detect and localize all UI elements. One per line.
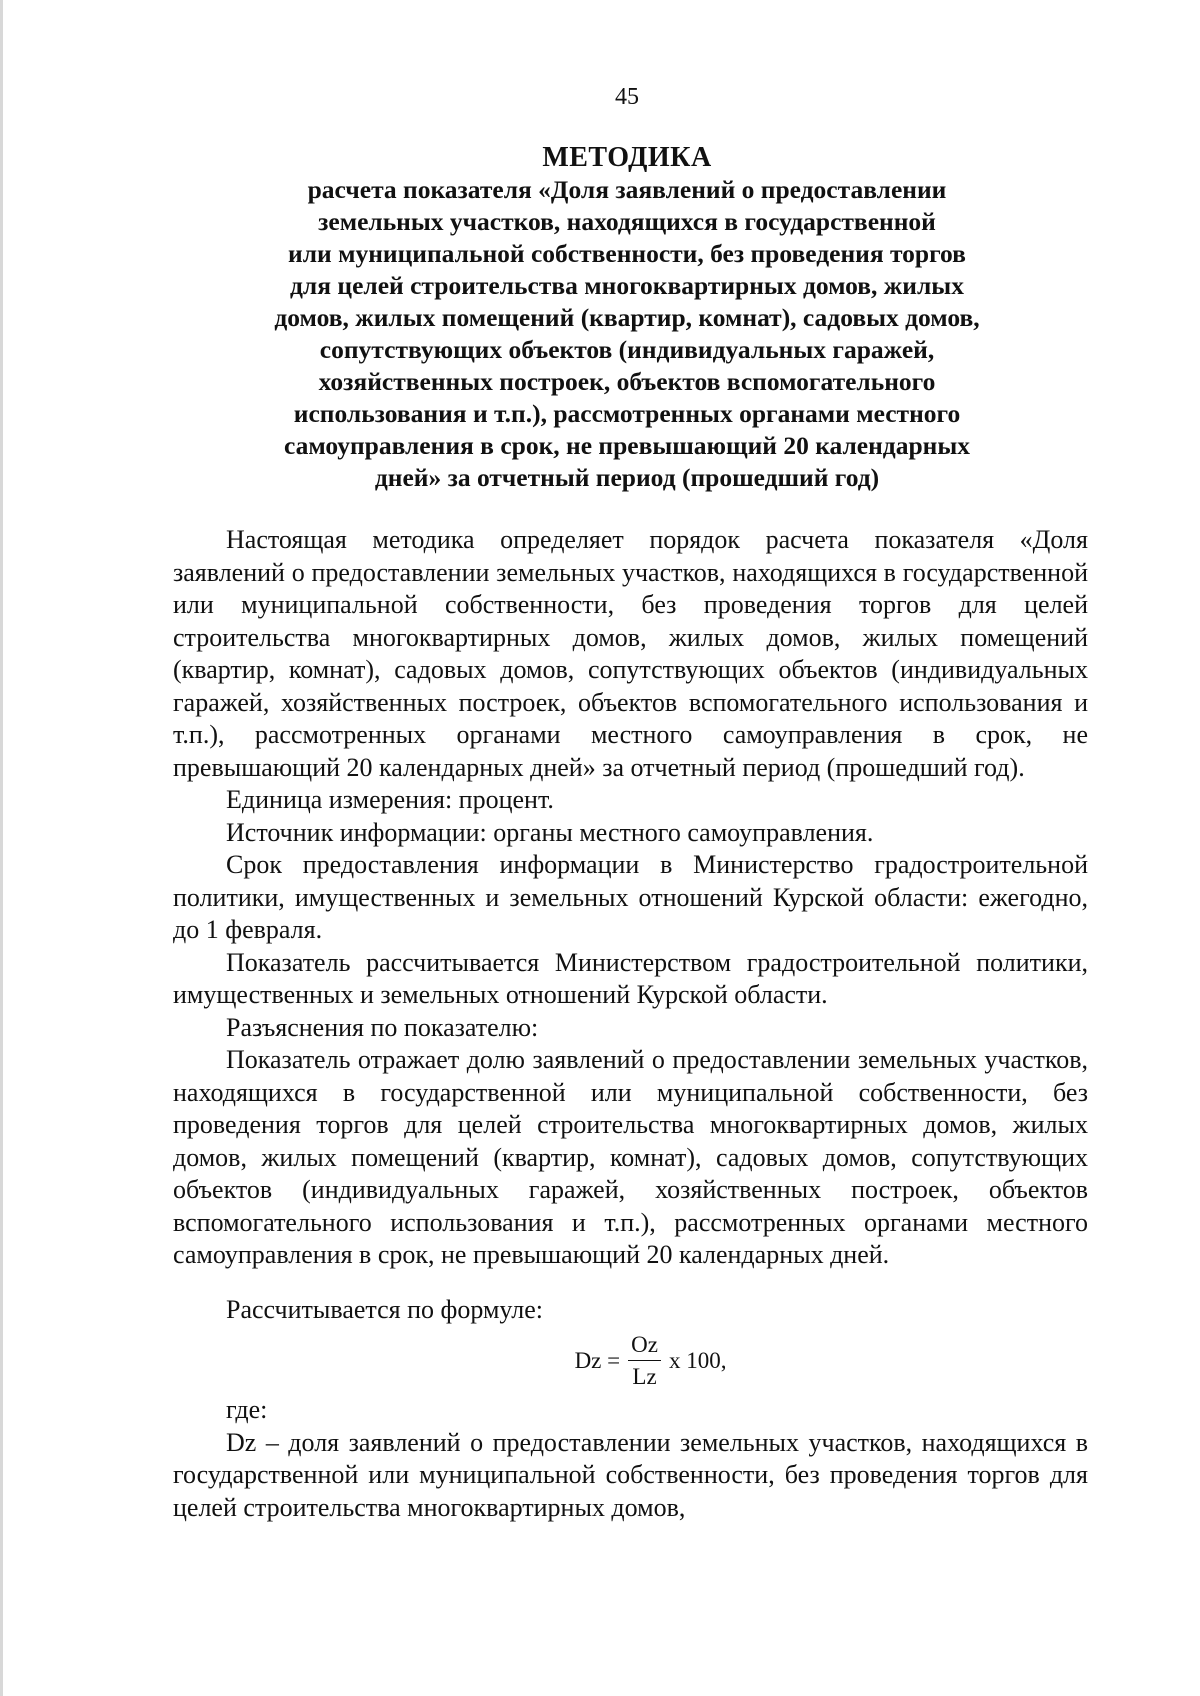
document-title: МЕТОДИКА xyxy=(542,142,712,173)
formula-denominator: Lz xyxy=(632,1364,657,1389)
formula-numerator: Oz xyxy=(628,1332,661,1361)
formula-intro: Рассчитывается по формуле: xyxy=(226,1294,543,1324)
subtitle-line: земельных участков, находящихся в государственной xyxy=(318,207,936,236)
deadline-paragraph: Срок предоставления информации в Министерство градостроительной политики, имущественных и земельных отношений Курской области: ежегодно, до 1 февраля. xyxy=(173,850,1088,944)
subtitle-line: расчета показателя «Доля заявлений о предоставлении xyxy=(307,175,947,204)
formula-fraction xyxy=(628,1332,661,1390)
where-label: где: xyxy=(226,1395,268,1424)
subtitle-line: для целей строительства многоквартирных домов, жилых xyxy=(290,271,964,300)
page-number: 45 xyxy=(615,84,639,110)
subtitle-line: самоуправления в срок, не превышающий 20 календарных xyxy=(284,431,970,460)
intro-paragraph: Настоящая методика определяет порядок расчета показателя «Доля заявлений о предоставлении земельных участков, находящихся в государственной или муниципальной собственности, без проведения торгов для целей строительства многоквартирных домов, жилых домов, жилых помещений (квартир, комнат), садовых домов, сопутствующих объектов (индивидуальных гаражей, хозяйственных построек, объектов вспомогательного использования и т.п.), рассмотренных органами местного самоуправления в срок, не превышающий 20 календарных дней» за отчетный период (прошедший год). xyxy=(173,525,1088,782)
document-body xyxy=(173,524,1088,1524)
formula-lhs: Dz = xyxy=(574,1347,621,1373)
calculated-by-paragraph: Показатель рассчитывается Министерством градостроительной политики, имущественных и земельных отношений Курской области. xyxy=(173,947,1088,1009)
subtitle-line: использования и т.п.), рассмотренных органами местного xyxy=(293,399,961,428)
formula-rhs: х 100, xyxy=(668,1347,727,1373)
explanations-heading: Разъяснения по показателю: xyxy=(226,1012,539,1042)
explanation-paragraph: Показатель отражает долю заявлений о предоставлении земельных участков, находящихся в государственной или муниципальной собственности, без проведения торгов для целей строительства многоквартирных домов, жилых домов, жилых помещений (квартир, комнат), садовых домов, сопутствующих объектов (индивидуальных гаражей, хозяйственных построек, объектов вспомогательного использования и т.п.), рассмотренных органами местного самоуправления в срок, не превышающий 20 календарных дней. xyxy=(173,1045,1088,1269)
subtitle-line: домов, жилых помещений (квартир, комнат), садовых домов, xyxy=(274,303,980,332)
subtitle-line: хозяйственных построек, объектов вспомогательного xyxy=(318,367,936,396)
subtitle-line: дней» за отчетный период (прошедший год) xyxy=(374,463,880,492)
subtitle-line: сопутствующих объектов (индивидуальных гаражей, xyxy=(319,335,935,364)
subtitle-line: или муниципальной собственности, без проведения торгов xyxy=(288,239,966,268)
document-subtitle xyxy=(200,174,1054,494)
dz-definition-paragraph: Dz – доля заявлений о предоставлении земельных участков, находящихся в государственной или муниципальной собственности, без проведения торгов для целей строительства многоквартирных домов, xyxy=(173,1427,1088,1522)
unit-paragraph: Единица измерения: процент. xyxy=(226,785,554,814)
page-edge xyxy=(0,0,3,1696)
formula xyxy=(173,1332,1088,1390)
source-paragraph: Источник информации: органы местного самоуправления. xyxy=(226,817,874,847)
